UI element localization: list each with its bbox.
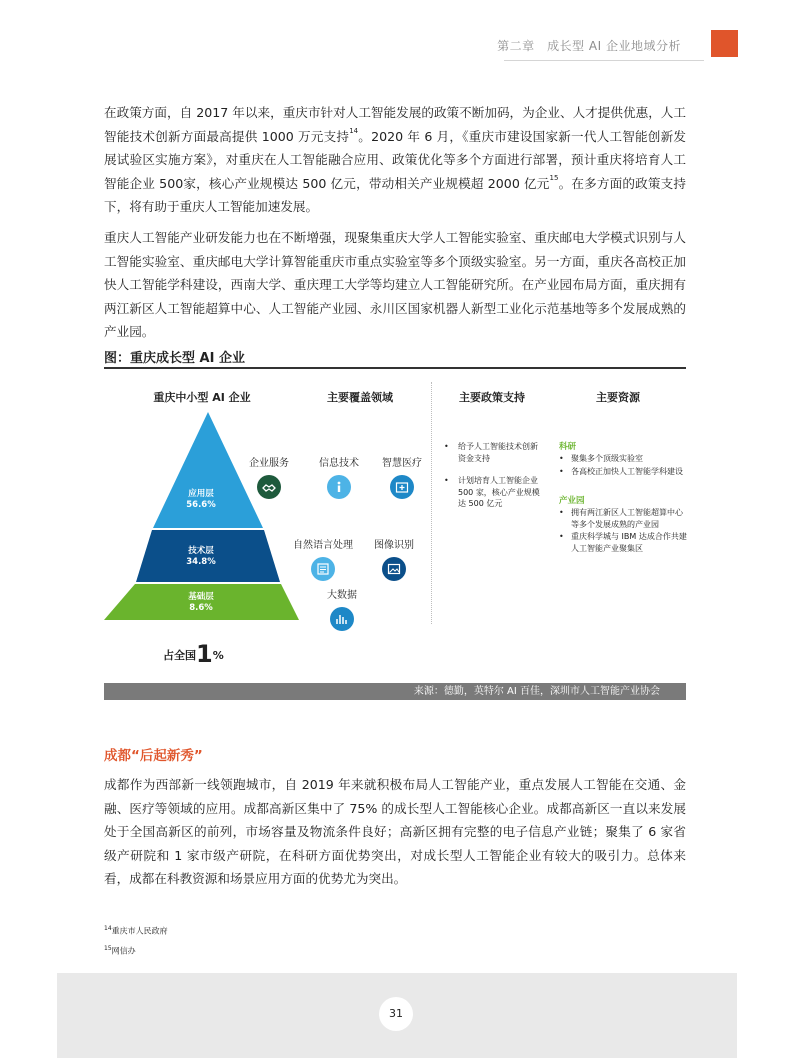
column-head-resources: 主要资源 [596,391,640,404]
domain-nlp: 自然语言处理 [283,536,363,585]
resource-category: 产业园 [559,496,585,506]
page-number: 31 [379,997,413,1031]
header-accent-block [711,30,738,57]
footnote-14: $^{14}$重庆市人民政府 [104,925,168,936]
column-head-enterprises: 重庆中小型 AI 企业 [153,391,251,404]
policy-item: • 给予人工智能技术创新资金支持 [444,441,544,464]
resource-category: 科研 [559,442,577,452]
header-divider [504,60,704,61]
policy-item: • 计划培育人工智能企业 500 家，核心产业规模达 500 亿元 [444,475,544,510]
national-share: 占全国1% [163,640,224,668]
footnote-15: $^{15}$网信办 [104,944,136,956]
medical-kit-icon [390,475,414,499]
policy-paragraph: 在政策方面，自 2017 年以来，重庆市针对人工智能发展的政策不断加码，为企业、人才提供优惠，人工智能技术创新方面最高提供 1000 万元支持$^{14}$。2020 年 6 月，《重庆市建设国家新一代人工智能创新发展试验区实施方案》，对重庆在人工智能融合应用、政策优化等多个方面进行部署，预计重庆将培育人工智能企业 500家，核心产业规模达 500 亿元，带动相关产业规模超 2000 亿元$^{15}$。在多方面的政策支持下，将有助于重庆人工智能加速发展。 [104,105,686,214]
info-icon [327,475,351,499]
column-head-domains: 主要覆盖领域 [327,391,393,404]
resource-group-industrial-park [559,495,689,555]
domain-smart-healthcare: 智慧医疗 [362,454,442,503]
footnote-ref-15[interactable]: 15 [549,173,559,182]
resource-group-research [559,441,689,478]
column-head-policy: 主要政策支持 [459,391,525,404]
image-icon [382,557,406,581]
pyramid-label-technology: 技术层 34.8% [186,546,216,567]
chengdu-paragraph: 成都作为西部新一线领跑城市，自 2019 年来就积极布局人工智能产业，重点发展人工智能在交通、金融、医疗等领域的应用。成都高新区集中了 75% 的成长型人工智能核心企业。成都高新区一直以来发展处于全国高新区的前列，市场容量及物流条件良好；高新区拥有完整的电子信息产业链；聚集了 6 家省级产研院和 1 家市级产研院，在科研方面优势突出，对成长型人工智能企业有较大的吸引力。总体来看，成都在科教资源和场景应用方面的优势尤为突出。 [104,777,686,886]
figure-title: 图：重庆成长型 AI 企业 [104,351,245,366]
policy-support-list [444,441,544,521]
pyramid-label-application: 应用层 56.6% [186,489,216,510]
figure-title-rule [104,367,686,369]
resource-item: • 重庆科学城与 IBM 达成合作共建人工智能产业聚集区 [559,531,689,554]
domain-information-technology: 信息技术 [299,454,379,503]
figure-source-bar [104,683,686,700]
pyramid-label-foundation: 基础层 8.6% [188,592,214,613]
bar-chart-icon [330,607,354,631]
resource-item: • 拥有两江新区人工智能超算中心等多个发展成熟的产业园 [559,507,689,530]
domain-enterprise-services: 企业服务 [229,454,309,503]
figure-source: 来源：德勤，英特尔 AI 百佳，深圳市人工智能产业协会 [413,686,660,697]
resource-item: • 聚集多个顶级实验室 [559,453,689,465]
research-paragraph: 重庆人工智能产业研发能力也在不断增强，现聚集重庆大学人工智能实验室、重庆邮电大学模式识别与人工智能实验室、重庆邮电大学计算智能重庆市重点实验室等多个顶级实验室。另一方面，重庆各高校正加快人工智能学科建设，西南大学、重庆理工大学等均建立人工智能研究所。在产业园布局方面，重庆拥有两江新区人工智能超算中心、人工智能产业园、永川区国家机器人新型工业化示范基地等多个发展成熟的产业园。 [104,230,686,339]
resource-item: • 各高校正加快人工智能学科建设 [559,466,689,478]
handshake-icon [257,475,281,499]
footnotes [104,920,168,959]
document-icon [311,557,335,581]
figure-column-divider [431,382,433,624]
domain-big-data: 大数据 [302,586,382,635]
footnote-ref-14[interactable]: 14 [349,126,359,135]
enterprise-pyramid [104,408,304,623]
section-title-chengdu: 成都“后起新秀” [104,748,203,764]
chapter-title: 第二章 成长型 AI 企业地域分析 [497,39,681,53]
domain-image-recognition: 图像识别 [354,536,434,585]
